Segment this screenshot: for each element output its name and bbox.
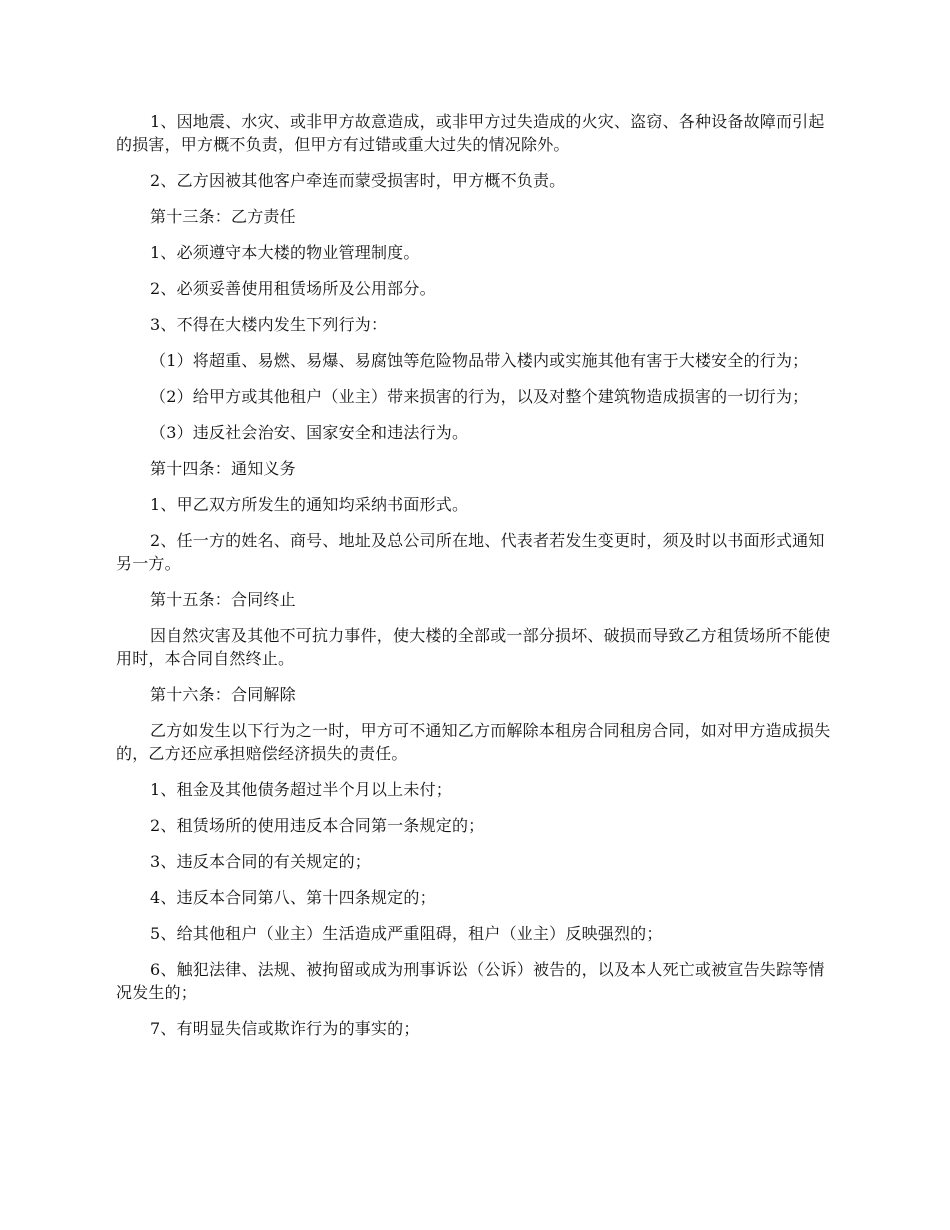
paragraph-clause-13-item-2: 2、必须妥善使用租赁场所及公用部分。 [150,279,436,298]
paragraph-clause-16-item-3: 3、违反本合同的有关规定的； [150,852,371,871]
paragraph-clause-13-subitem-3: （3）违反社会治安、国家安全和违法行为。 [150,423,469,442]
paragraph-clause-12-item-2: 2、乙方因被其他客户牵连而蒙受损害时，甲方概不负责。 [150,171,566,190]
heading-clause-16: 第十六条：合同解除 [150,685,296,704]
paragraph-clause-13-subitem-2: （2）给甲方或其他租户（业主）带来损害的行为，以及对整个建筑物造成损害的一切行为； [150,387,809,406]
paragraph-clause-15-body: 因自然灾害及其他不可抗力事件，使大楼的全部或一部分损坏、破损而导致乙方租赁场所不能使用时，本合同自然终止。 [116,626,831,668]
paragraph-clause-14-item-1: 1、甲乙双方所发生的通知均采纳书面形式。 [150,495,469,514]
paragraph-clause-16-item-2: 2、租赁场所的使用违反本合同第一条规定的； [150,816,485,835]
paragraph-clause-16-item-4: 4、违反本合同第八、第十四条规定的； [150,888,436,907]
paragraph-clause-16-item-1: 1、租金及其他债务超过半个月以上未付； [150,780,452,799]
paragraph-clause-16-item-7: 7、有明显失信或欺诈行为的事实的； [150,1019,420,1038]
heading-clause-15: 第十五条：合同终止 [150,590,296,609]
paragraph-clause-13-subitem-1: （1）将超重、易燃、易爆、易腐蚀等危险物品带入楼内或实施其他有害于大楼安全的行为； [150,351,809,370]
paragraph-clause-12-item-1: 1、因地震、水灾、或非甲方故意造成，或非甲方过失造成的火灾、盗窃、各种设备故障而引起的损害，甲方概不负责，但甲方有过错或重大过失的情况除外。 [116,112,825,154]
paragraph-clause-16-body: 乙方如发生以下行为之一时，甲方可不通知乙方而解除本租房合同租房合同，如对甲方造成损失的，乙方还应承担赔偿经济损失的责任。 [116,721,831,763]
paragraph-clause-16-item-6: 6、触犯法律、法规、被拘留或成为刑事诉讼（公诉）被告的，以及本人死亡或被宣告失踪等情况发生的； [116,960,825,1002]
paragraph-clause-16-item-5: 5、给其他租户（业主）生活造成严重阻碍，租户（业主）反映强烈的； [150,924,663,943]
paragraph-clause-13-item-3: 3、不得在大楼内发生下列行为： [150,315,388,334]
document-body [116,110,838,1053]
heading-clause-13: 第十三条：乙方责任 [150,207,296,226]
paragraph-clause-14-item-2: 2、任一方的姓名、商号、地址及总公司所在地、代表者若发生变更时，须及时以书面形式通知另一方。 [116,531,825,573]
heading-clause-14: 第十四条：通知义务 [150,459,296,478]
paragraph-clause-13-item-1: 1、必须遵守本大楼的物业管理制度。 [150,243,420,262]
